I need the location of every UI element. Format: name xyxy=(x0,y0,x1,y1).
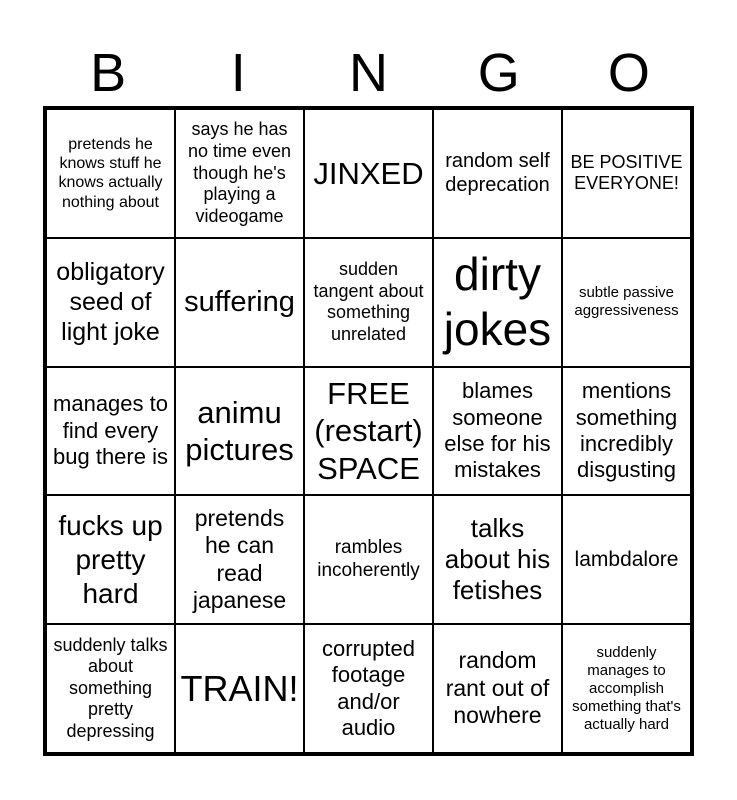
bingo-cell[interactable]: obligatory seed of light joke xyxy=(46,238,175,367)
bingo-cell[interactable]: talks about his fetishes xyxy=(433,495,562,624)
bingo-cell[interactable]: fucks up pretty hard xyxy=(46,495,175,624)
bingo-cell[interactable]: JINXED xyxy=(304,109,433,238)
bingo-cell[interactable]: random rant out of nowhere xyxy=(433,624,562,753)
bingo-cell[interactable]: manages to find every bug there is xyxy=(46,367,175,496)
bingo-cell[interactable]: rambles incoherently xyxy=(304,495,433,624)
free-space-cell[interactable]: FREE (restart) SPACE xyxy=(304,367,433,496)
bingo-cell[interactable]: sudden tangent about something unrelated xyxy=(304,238,433,367)
bingo-cell[interactable]: dirty jokes xyxy=(433,238,562,367)
bingo-cell[interactable]: random self deprecation xyxy=(433,109,562,238)
header-letter-o: O xyxy=(607,43,650,103)
bingo-cell[interactable]: mentions something incredibly disgusting xyxy=(562,367,691,496)
bingo-cell[interactable]: BE POSITIVE EVERYONE! xyxy=(562,109,691,238)
bingo-cell[interactable]: suddenly talks about something pretty depressing xyxy=(46,624,175,753)
bingo-cell[interactable]: pretends he knows stuff he knows actually nothing about xyxy=(46,109,175,238)
bingo-cell[interactable]: corrupted footage and/or audio xyxy=(304,624,433,753)
header-letter-g: G xyxy=(477,43,520,103)
bingo-cell[interactable]: blames someone else for his mistakes xyxy=(433,367,562,496)
bingo-cell[interactable]: lambdalore xyxy=(562,495,691,624)
header-letter-b: B xyxy=(90,43,127,103)
bingo-cell[interactable]: pretends he can read japanese xyxy=(175,495,304,624)
bingo-cell[interactable]: suffering xyxy=(175,238,304,367)
bingo-cell[interactable]: says he has no time even though he's playing a videogame xyxy=(175,109,304,238)
bingo-cell[interactable]: suddenly manages to accomplish something that's actually hard xyxy=(562,624,691,753)
bingo-header xyxy=(43,40,694,106)
bingo-grid xyxy=(43,106,694,756)
header-letter-n: N xyxy=(349,43,388,103)
bingo-cell[interactable]: animu pictures xyxy=(175,367,304,496)
bingo-cell[interactable]: TRAIN! xyxy=(175,624,304,753)
bingo-cell[interactable]: subtle passive aggressiveness xyxy=(562,238,691,367)
header-letter-i: I xyxy=(230,43,246,103)
